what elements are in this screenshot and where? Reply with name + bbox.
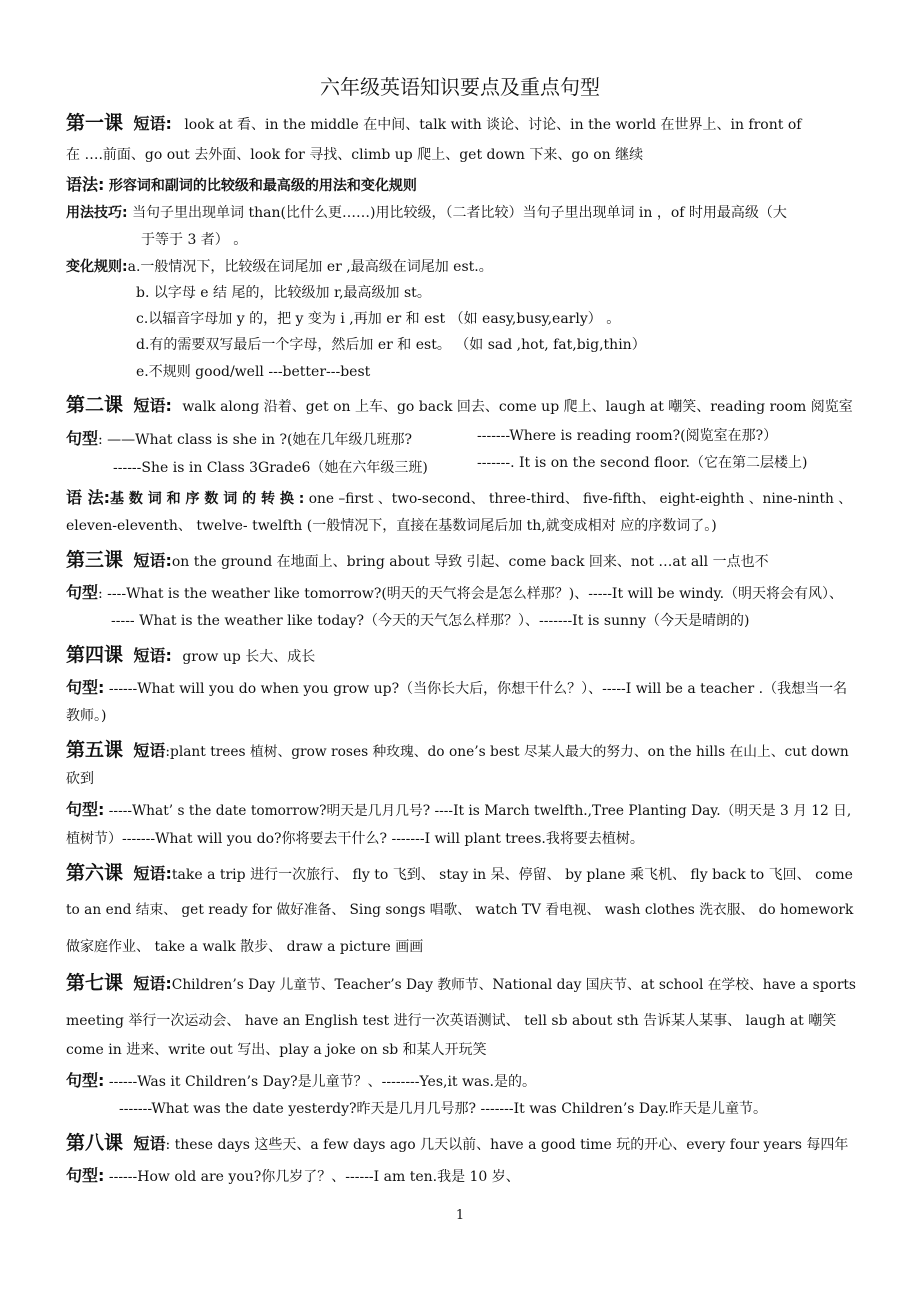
lesson-8-sentence-1-text: ------How old are you?你几岁了？、------I am ten.我是 10 岁、 (108, 1169, 520, 1185)
lesson-2-sentence-1-text: : ——What class is she in ?(她在几年级几班那? (98, 432, 412, 448)
lesson-7-sentence-label: 句型: (66, 1071, 105, 1090)
lesson-2-sentence-1 (66, 429, 412, 450)
lesson-1-rule-e: e.不规则 good/well ---better---best (136, 364, 371, 380)
lesson-5-sentence-2: 植树节）-------What will you do?你将要去干什么? -------I will plant trees.我将要去植树。 (66, 831, 644, 847)
lesson-5-sentence-1-text: -----What’ s the date tomorrow?明天是几月几号? ----It is March twelfth.,Tree Planting Day.（明天是 3 月 12 日, (108, 803, 852, 819)
lesson-6-phrases-line2: to an end 结束、 get ready for 做好准备、 Sing songs 唱歌、 watch TV 看电视、 wash clothes 洗衣服、 do homework (66, 902, 854, 918)
lesson-8-sentence-1 (66, 1166, 520, 1187)
lesson-8-heading: 第八课 (66, 1132, 124, 1154)
lesson-3-phrase-label: 短语: (133, 551, 172, 570)
lesson-5-phrases-line2: 砍到 (66, 771, 94, 787)
lesson-8-sentence-label: 句型: (66, 1166, 105, 1185)
lesson-2-sentence-label: 句型 (66, 429, 99, 448)
lesson-7-sentence-1 (66, 1071, 536, 1092)
lesson-5-phrases-line1 (66, 740, 849, 762)
lesson-5-phrases-text: :plant trees 植树、grow roses 种玫瑰、do one’s best 尽某人最大的努力、on the hills 在山上、cut down (165, 744, 849, 760)
lesson-2-grammar-text: one –first 、two-second、 three-third、 five-fifth、 eight-eighth 、nine-ninth 、 (308, 491, 853, 507)
lesson-6-phrase-label: 短语: (133, 864, 172, 883)
lesson-1-phrases-text: look at 看、in the middle 在中间、talk with 谈论、讨论、in the world 在世界上、in front of (184, 117, 802, 133)
lesson-2-grammar-line2: eleven-eleventh、 twelve- twelfth (一般情况下，直接在基数词尾后加 th,就变成相对 应的序数词了。) (66, 518, 717, 534)
lesson-3-sentence-2: ----- What is the weather like today?（今天的天气怎么样那？）、-------It is sunny（今天是晴朗的) (111, 613, 750, 629)
lesson-8-phrases (66, 1133, 848, 1155)
lesson-3-phrases (66, 550, 769, 572)
lesson-1-phrases-line2: 在 ….前面、go out 去外面、look for 寻找、climb up 爬上、get down 下来、go on 继续 (66, 147, 644, 163)
lesson-4-phrases (66, 645, 315, 667)
lesson-8-phrases-text: : these days 这些天、a few days ago 几天以前、have a good time 玩的开心、every four years 每四年 (165, 1137, 849, 1153)
lesson-4-sentence-label: 句型: (66, 678, 105, 697)
lesson-8-phrase-label: 短语 (133, 1134, 166, 1153)
lesson-1-grammar (66, 175, 417, 196)
lesson-3-sentence-1 (66, 583, 843, 604)
lesson-4-heading: 第四课 (66, 644, 124, 666)
lesson-7-phrase-label: 短语: (133, 974, 172, 993)
lesson-1-tip-text: 当句子里出现单词 than(比什么更……)用比较级，（二者比较）当句子里出现单词 in ，of 时用最高级（大 (132, 205, 787, 221)
lesson-1-rule-label: 变化规则: (66, 259, 128, 275)
lesson-7-phrases-line3: come in 进来、write out 写出、play a joke on sb 和某人开玩笑 (66, 1042, 487, 1058)
lesson-1-rule-b: b. 以字母 e 结 尾的，比较级加 r,最高级加 st。 (136, 285, 431, 301)
lesson-1-phrase-label: 短语: (133, 114, 172, 133)
lesson-1-phrases-line1 (66, 113, 801, 135)
lesson-2-phrases-text: walk along 沿着、get on 上车、go back 回去、come up 爬上、laugh at 嘲笑、reading room 阅览室 (182, 399, 853, 415)
lesson-7-sentence-2: -------What was the date yesterdy?昨天是几月几号那? -------It was Children’s Day.昨天是儿童节。 (119, 1101, 767, 1117)
lesson-2-sentence-4: -------. It is on the second floor.（它在第二层楼上) (477, 455, 808, 471)
lesson-3-phrases-text: on the ground 在地面上、bring about 导致 引起、come back 回来、not …at all 一点也不 (171, 554, 769, 570)
lesson-1-grammar-label: 语法: (66, 175, 105, 194)
lesson-4-phrase-label: 短语: (133, 646, 172, 665)
page-title: 六年级英语知识要点及重点句型 (320, 75, 600, 99)
page-number: 1 (455, 1208, 465, 1223)
lesson-7-heading: 第七课 (66, 972, 124, 994)
lesson-7-sentence-1-text: ------Was it Children’s Day?是儿童节？、--------Yes,it was.是的。 (108, 1074, 536, 1090)
lesson-2-phrase-label: 短语: (133, 396, 172, 415)
lesson-3-sentence-1-text: : ----What is the weather like tomorrow?(明天的天气将会是怎么样那？)、-----It will be windy.（明天将会有风）、 (98, 586, 844, 602)
lesson-1-grammar-text: 形容词和副词的比较级和最高级的用法和变化规则 (108, 178, 417, 194)
lesson-4-sentence-2: 教师。) (66, 708, 107, 724)
lesson-1-rule-c: c.以辐音字母加 y 的，把 y 变为 i ,再加 er 和 est （如 easy,busy,early） 。 (136, 311, 621, 327)
lesson-6-phrases-line1 (66, 863, 853, 885)
lesson-1-tip-label: 用法技巧: (66, 205, 128, 221)
lesson-3-heading: 第三课 (66, 549, 124, 571)
lesson-1-tip-line1 (66, 203, 787, 223)
lesson-6-phrases-line3: 做家庭作业、 take a walk 散步、 draw a picture 画画 (66, 939, 424, 955)
lesson-1-rule-a (66, 257, 493, 277)
lesson-1-rule-d: d.有的需要双写最后一个字母，然后加 er 和 est。 （如 sad ,hot, fat,big,thin） (136, 337, 646, 353)
lesson-2-grammar-label: 语 法: (66, 488, 110, 507)
lesson-2-phrases (66, 395, 853, 417)
lesson-2-sentence-3: -------Where is reading room?(阅览室在那?） (477, 428, 778, 444)
lesson-7-phrases-text: Children’s Day 儿童节、Teacher’s Day 教师节、National day 国庆节、at school 在学校、have a sports (171, 977, 856, 993)
lesson-1-tip-line2: 于等于 3 者） 。 (141, 232, 248, 248)
lesson-5-sentence-label: 句型: (66, 800, 105, 819)
lesson-1-rule-a-text: a.一般情况下，比较级在词尾加 er ,最高级在词尾加 est.。 (127, 259, 493, 275)
lesson-7-phrases-line2: meeting 举行一次运动会、 have an English test 进行一次英语测试、 tell sb about sth 告诉某人某事、 laugh at 嘲笑 (66, 1013, 837, 1029)
lesson-2-sentence-2: ------She is in Class 3Grade6（她在六年级三班) (113, 460, 428, 476)
lesson-4-sentence-1-text: ------What will you do when you grow up?（当你长大后，你想干什么？）、-----I will be a teacher .（我想当一名 (108, 681, 848, 697)
lesson-2-heading: 第二课 (66, 394, 124, 416)
lesson-2-grammar-line1 (66, 488, 852, 509)
lesson-4-sentence-1 (66, 678, 847, 699)
lesson-6-heading: 第六课 (66, 862, 124, 884)
lesson-3-sentence-label: 句型 (66, 583, 99, 602)
lesson-2-grammar-bold: 基 数 词 和 序 数 词 的 转 换 : (109, 491, 305, 507)
lesson-6-phrases-text: take a trip 进行一次旅行、 fly to 飞到、 stay in 呆、停留、 by plane 乘飞机、 fly back to 飞回、 come (171, 867, 853, 883)
lesson-4-phrases-text: grow up 长大、成长 (182, 649, 316, 665)
lesson-7-phrases-line1 (66, 973, 856, 995)
lesson-5-phrase-label: 短语 (133, 741, 166, 760)
lesson-5-sentence-1 (66, 800, 851, 821)
lesson-1-heading: 第一课 (66, 112, 124, 134)
lesson-5-heading: 第五课 (66, 739, 124, 761)
